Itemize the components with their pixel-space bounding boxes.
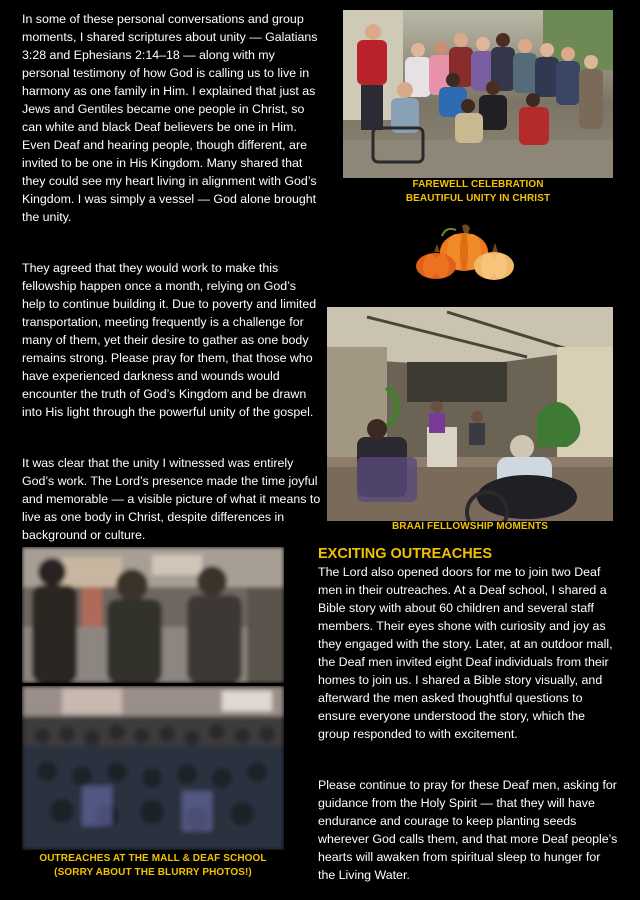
unity-paragraph: It was clear that the unity I witnessed was entirely God’s work. The Lord’s presence made the time joyful and memorable — a visible picture of what it means to live as one body in Christ, despite differences in background or culture.	[22, 456, 321, 542]
farewell-caption-title: FAREWELL CELEBRATION	[412, 179, 544, 190]
mall-outreach-photo	[22, 547, 284, 683]
outreach-caption-subtitle: (SORRY ABOUT THE BLURRY PHOTOS!)	[54, 867, 252, 878]
outreaches-paragraph: The Lord also opened doors for me to join two Deaf men in their outreaches. At a Deaf school, I shared a Bible story with about 60 children and several staff members. Their eyes shone with curiosity and joy as they engaged with the story. Later, at an outdoor mall, the Deaf men invited eight Deaf individuals from their homes to join us. I shared a Bible story visually, and afterward the men asked thoughtful questions to ensure everyone understood the story, which the group responded to with excitement.	[318, 565, 613, 741]
farewell-caption-subtitle: BEAUTIFUL UNITY IN CHRIST	[405, 193, 551, 204]
intro-paragraph: In some of these personal conversations and group moments, I shared scriptures about unity — Galatians 3:28 and Ephesians 2:14–18 — along with my personal testimony of how God is calling us to live in harmony as one family in Him. I explained that just as Jews and Gentiles became one people in Christ, so can white and black Deaf believers be one in Him. Even Deaf and hearing people, though different, are invited to be one in His Kingdom. Many shared that they could see my heart living in alignment with God’s Kingdom. I was simply a vessel — God alone brought the unity.	[22, 12, 318, 224]
braai-fellowship-photo	[327, 307, 613, 521]
outreaches-heading: EXCITING OUTREACHES	[318, 546, 493, 562]
pumpkins-icon	[412, 222, 516, 282]
braai-caption: BRAAI FELLOWSHIP MOMENTS	[391, 521, 549, 532]
deaf-school-outreach-photo	[22, 686, 284, 850]
prayer-paragraph: Please continue to pray for these Deaf men, asking for guidance from the Holy Spirit — that they will have endurance and courage to keep planting seeds wherever God calls them, and that more Deaf people’s hearts will awaken from spiritual sleep to hunger for the Living Water.	[318, 778, 618, 882]
outreach-caption-title: OUTREACHES AT THE MALL & DEAF SCHOOL	[39, 853, 267, 864]
fellowship-paragraph: They agreed that they would work to make this fellowship happen once a month, relying on God’s help to continue building it. Due to poverty and limited transportation, meeting frequently is a challenge for many of them, yet their desire to gather as one body remains strong. Please pray for them, that those who have experienced darkness and wounds would encounter the truth of God’s Kingdom and be drawn into His light through the powerful unity of the gospel.	[22, 261, 317, 419]
farewell-group-photo	[343, 10, 613, 178]
